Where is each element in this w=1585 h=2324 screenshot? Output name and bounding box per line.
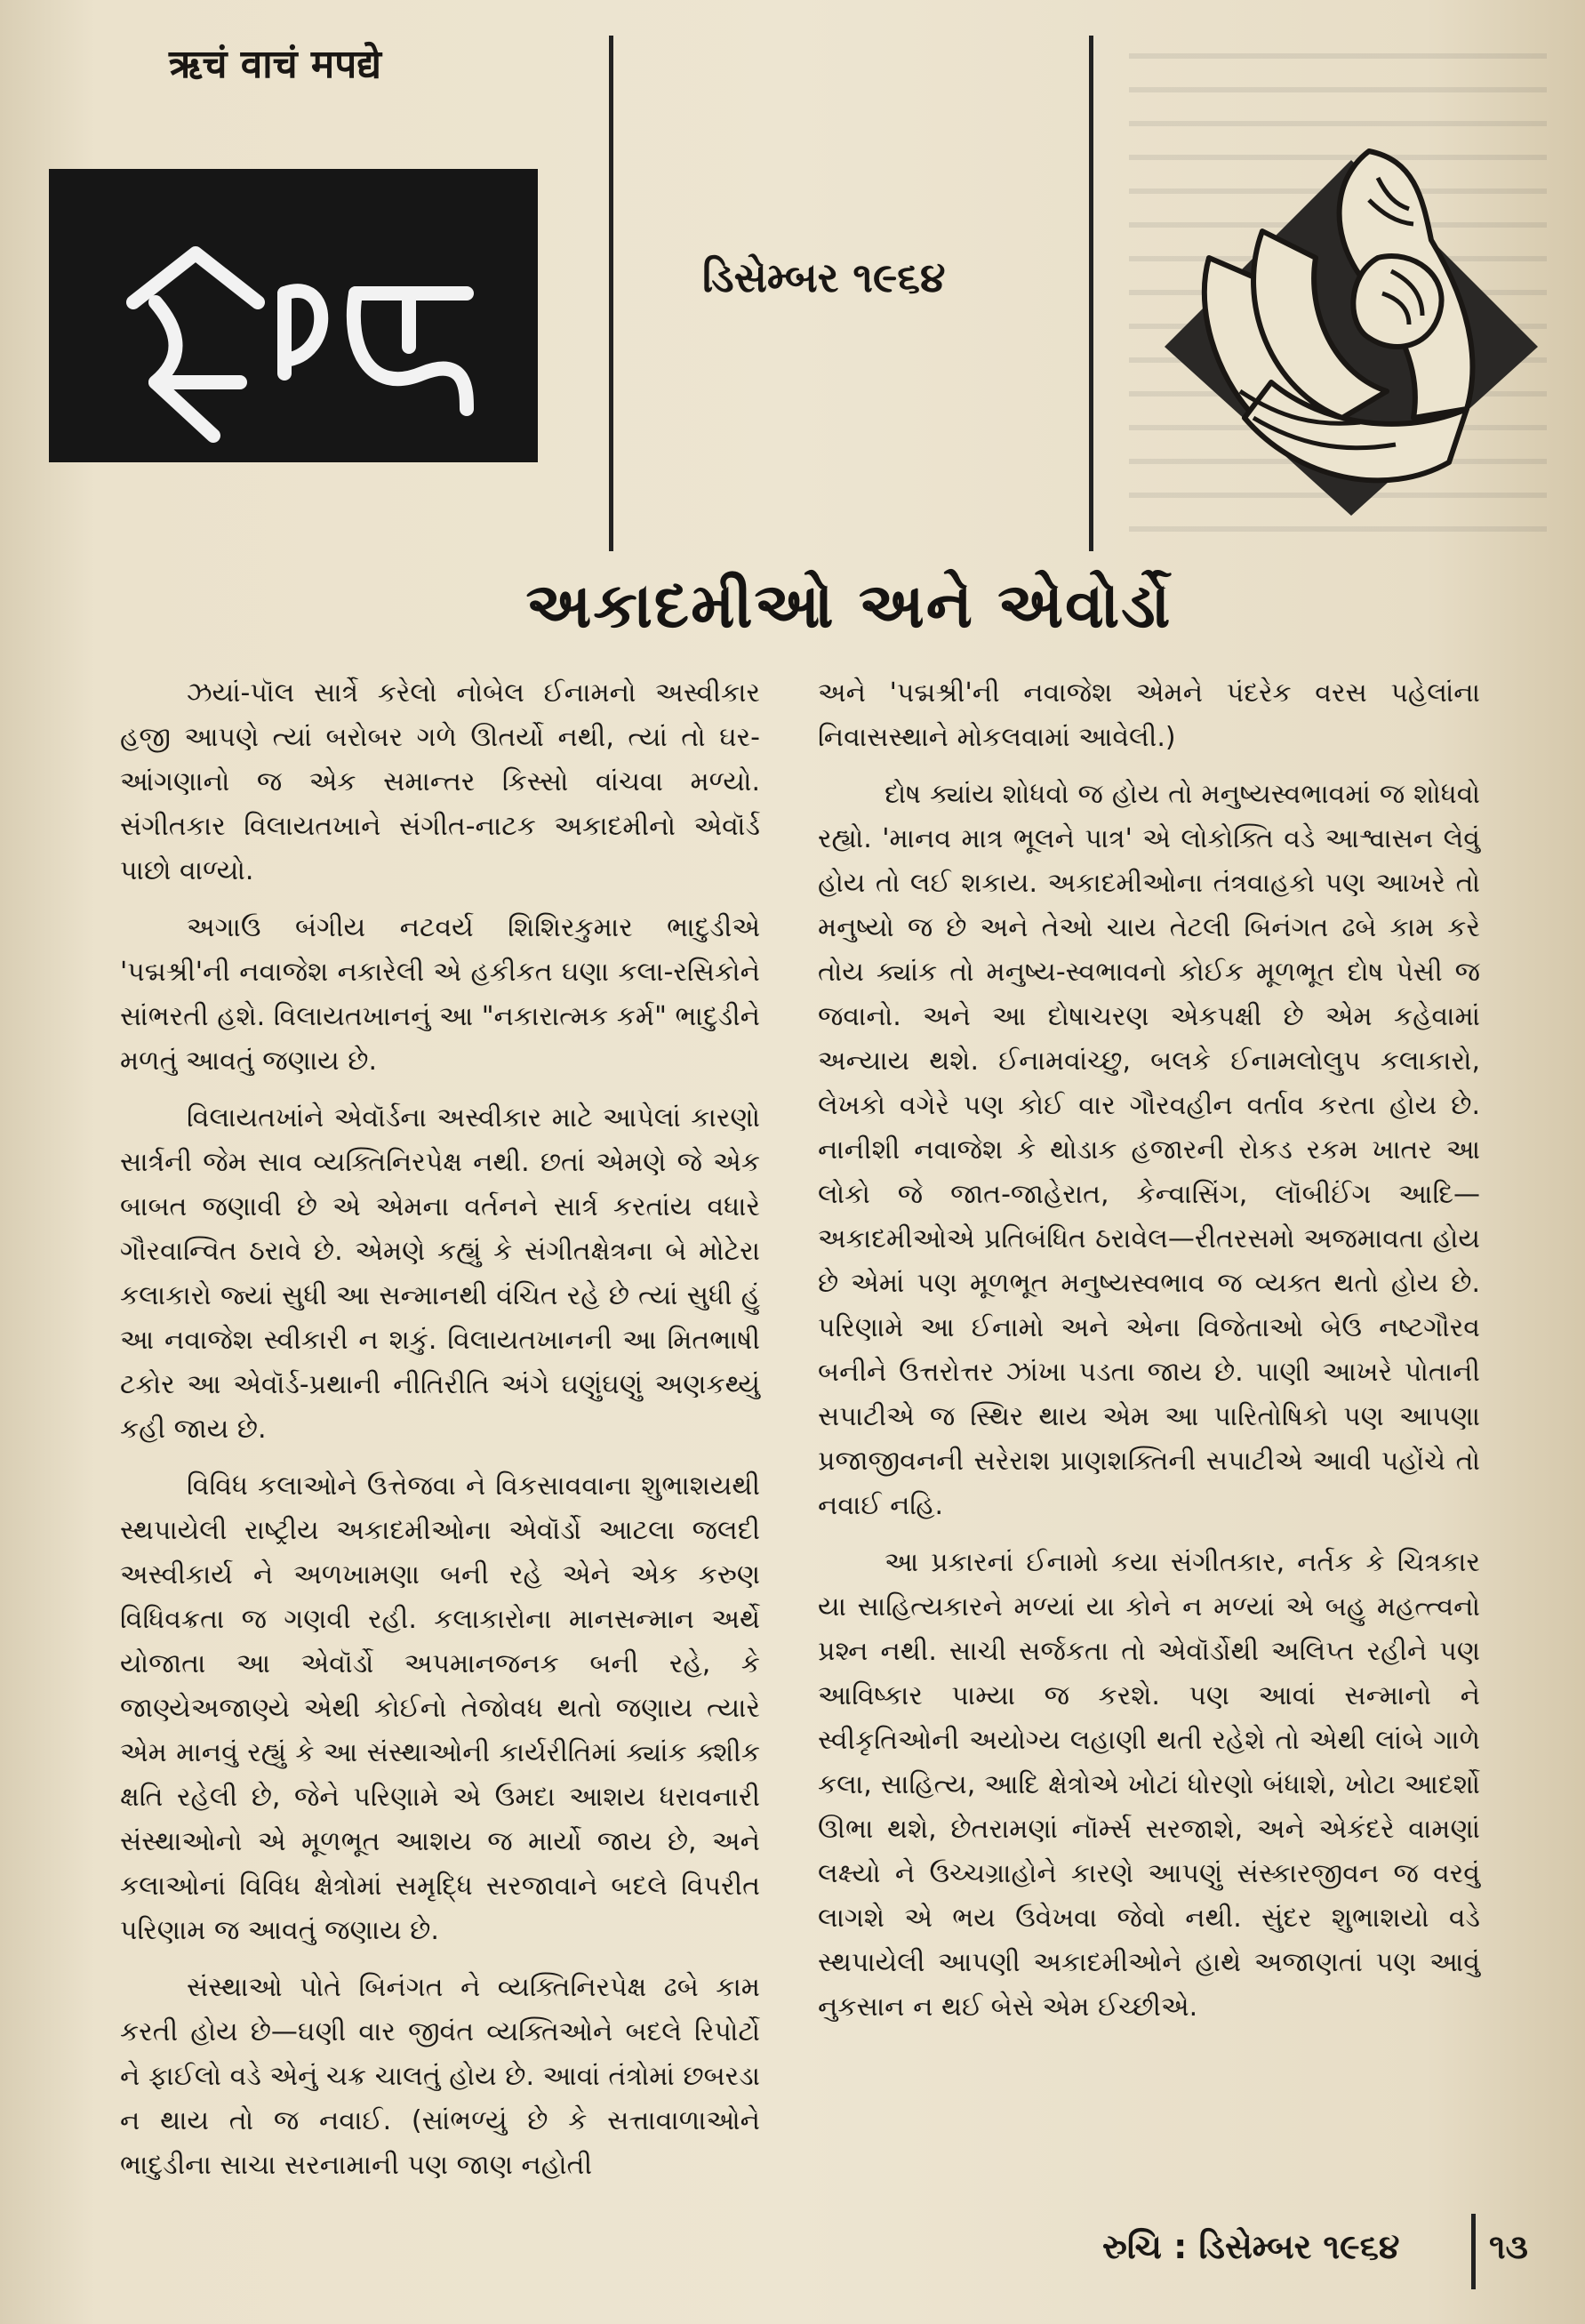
article-column-right xyxy=(818,671,1480,2147)
paragraph: અગાઉ બંગીય નટવર્ય શિશિરકુમાર ભાદુડીએ 'પદ્મશ્રી'ની નવાજેશ નકારેલી એ હકીકત ઘણા કલા-રસિકોને સાંભરતી હશે. વિલાયતખાનનું આ "નકારાત્મક કર્મ" ભાદુડીને મળતું આવતું જણાય છે. xyxy=(120,912,760,1077)
page-number: ૧૩ xyxy=(1489,2227,1528,2266)
paragraph: ઝયાં-પૉલ સાર્ત્રે કરેલો નોબેલ ઈનામનો અસ્વીકાર હજી આપણે ત્યાં બરોબર ગળે ઊતર્યો નથી, ત્યાં તો ઘર-આંગણાનો જ એક સમાન્તર કિસ્સો વાંચવા મળ્યો. સંગીતકાર વિલાયતખાને સંગીત-નાટક અકાદમીનો એવૉર્ડ પાછો વાળ્યો. xyxy=(120,677,760,886)
paragraph: સંસ્થાઓ પોતે બિનંગત ને વ્યક્તિનિરપેક્ષ ઢબે કામ કરતી હોય છે—ઘણી વાર જીવંત વ્યક્તિઓને બદલે રિપોર્ટો ને ફાઈલો વડે એનું ચક્ર ચાલતું હોય છે. આવાં તંત્રોમાં છબરડા ન થાય તો જ નવાઈ. (સાંભળ્યું છે કે સત્તાવાળાઓને ભાદુડીના સાચા સરનામાની પણ જાણ નહોતી xyxy=(120,1972,760,2181)
issue-date: ડિસેમ્બર ૧૯૬૪ xyxy=(702,253,946,301)
footer-divider xyxy=(1471,2214,1476,2289)
hands-icon xyxy=(1156,124,1547,525)
paragraph: વિલાયતખાંને એવૉર્ડના અસ્વીકાર માટે આપેલાં કારણો સાર્ત્રની જેમ સાવ વ્યક્તિનિરપેક્ષ નથી. છતાં એમણે જે એક બાબત જણાવી છે એ એમના વર્તનને સાર્ત્ર કરતાંય વધારે ગૌરવાન્વિત ઠરાવે છે. એમણે કહ્યું કે સંગીતક્ષેત્રના બે મોટેરા કલાકારો જ્યાં સુધી આ સન્માનથી વંચિત રહે છે ત્યાં સુધી હું આ નવાજેશ સ્વીકારી ન શકું. વિલાયતખાનની આ મિતભાષી ટકોર આ એવૉર્ડ-પ્રથાની નીતિરીતિ અંગે ઘણુંઘણું અણકથ્યું કહી જાય છે. xyxy=(120,1102,760,1445)
header-divider-right xyxy=(1089,36,1093,551)
paragraph: વિવિધ કલાઓને ઉત્તેજવા ને વિકસાવવાના શુભાશયથી સ્થપાયેલી રાષ્ટ્રીય અકાદમીઓના એવૉર્ડો આટલા જલદી અસ્વીકાર્ય ને અળખામણા બની રહે એને એક કરુણ વિધિવક્રતા જ ગણવી રહી. કલાકારોના માનસન્માન અર્થે યોજાતા આ એવૉર્ડો અપમાનજનક બની રહે, કે જાણ્યેઅજાણ્યે એથી કોઈનો તેજોવધ થતો જણાય ત્યારે એમ માનવું રહ્યું કે આ સંસ્થાઓની કાર્યરીતિમાં ક્યાંક ક્શીક ક્ષતિ રહેલી છે, જેને પરિણામે એ ઉમદા આશય ધરાવનારી સંસ્થાઓનો એ મૂળભૂત આશય જ માર્યો જાય છે, અને કલાઓનાં વિવિધ ક્ષેત્રોમાં સમૃદ્ધિ સરજાવાને બદલે વિપરીત પરિણામ જ આવતું જણાય છે. xyxy=(120,1471,760,1946)
sanskrit-motto: ऋचं वाचं मपद्ये xyxy=(169,42,381,87)
paragraph: અને 'પદ્મશ્રી'ની નવાજેશ એમને પંદરેક વરસ પહેલાંના નિવાસસ્થાને મોકલવામાં આવેલી.) xyxy=(818,677,1480,753)
article-title: અકાદમીઓ અને એવોર્ડો xyxy=(525,569,1173,642)
paragraph: આ પ્રકારનાં ઈનામો કયા સંગીતકાર, નર્તક કે ચિત્રકાર યા સાહિત્યકારને મળ્યાં યા કોને ન મળ્યાં એ બહુ મહત્ત્વનો પ્રશ્ન નથી. સાચી સર્જકતા તો એવૉર્ડોથી અલિપ્ત રહીને પણ આવિષ્કાર પામ્યા જ કરશે. પણ આવાં સન્માનો ને સ્વીકૃતિઓની અયોગ્ય લહાણી થતી રહેશે તો એથી લાંબે ગાળે કલા, સાહિત્ય, આદિ ક્ષેત્રોએ ખોટાં ધોરણો બંધાશે, ખોટા આદર્શો ઊભા થશે, છેતરામણાં નૉર્મ્સ સરજાશે, અને એકંદરે વામણાં લક્ષ્યો ને ઉચ્ચગ્રાહોને કારણે આપણું સંસ્કારજીવન જ વરવું લાગશે એ ભય ઉવેખવા જેવો નથી. સુંદર શુભાશયો વડે સ્થપાયેલી આપણી અકાદમીઓને હાથે અજાણતાં પણ આવું નુકસાન ન થઈ બેસે એમ ઈચ્છીએ. xyxy=(818,1547,1480,2023)
joined-hands-illustration xyxy=(1156,124,1547,525)
paragraph: દોષ ક્યાંય શોધવો જ હોય તો મનુષ્યસ્વભાવમાં જ શોધવો રહ્યો. 'માનવ માત્ર ભૂલને પાત્ર' એ લોકોક્તિ વડે આશ્વાસન લેવું હોય તો લઈ શકાય. અકાદમીઓના તંત્રવાહકો પણ આખરે તો મનુષ્યો જ છે અને તેઓ ચાય તેટલી બિનંગત ઢબે કામ કરે તોય ક્યાંક તો મનુષ્ય-સ્વભાવનો કોઈક મૂળભૂત દોષ પેસી જ જવાનો. અને આ દોષાચરણ એકપક્ષી છે એમ કહેવામાં અન્યાય થશે. ઈનામવાંચ્છુ, બલકે ઈનામલોલુપ કલાકારો, લેખકો વગેરે પણ કોઈ વાર ગૌરવહીન વર્તાવ કરતા હોય છે. નાનીશી નવાજેશ કે થોડાક હજારની રોકડ રકમ ખાતર આ લોકો જે જાત-જાહેરાત, કેન્વાસિંગ, લૉબીઈંગ આદિ—અકાદમીઓએ પ્રતિબંધિત ઠરાવેલ—રીતરસમો અજમાવતા હોય છે એમાં પણ મૂળભૂત મનુષ્યસ્વભાવ જ વ્યક્ત થતો હોય છે. પરિણામે આ ઈનામો અને એના વિજેતાઓ બેઉ નષ્ટગૌરવ બનીને ઉત્તરોત્તર ઝાંખા પડતા જાય છે. પાણી આખરે પોતાની સપાટીએ જ સ્થિર થાય એમ આ પારિતોષિકો પણ આપણા પ્રજાજીવનની સરેરાશ પ્રાણશક્તિની સપાટીએ આવી પહોંચે તો નવાઈ નહિ. xyxy=(818,779,1480,1521)
header-divider-left xyxy=(609,36,613,551)
ruchi-logo xyxy=(49,169,538,462)
article-column-left xyxy=(120,671,760,2181)
ruchi-logo-icon xyxy=(49,169,538,462)
running-footer-title: રુચિ : ડિસેમ્બર ૧૯૬૪ xyxy=(1102,2227,1400,2266)
